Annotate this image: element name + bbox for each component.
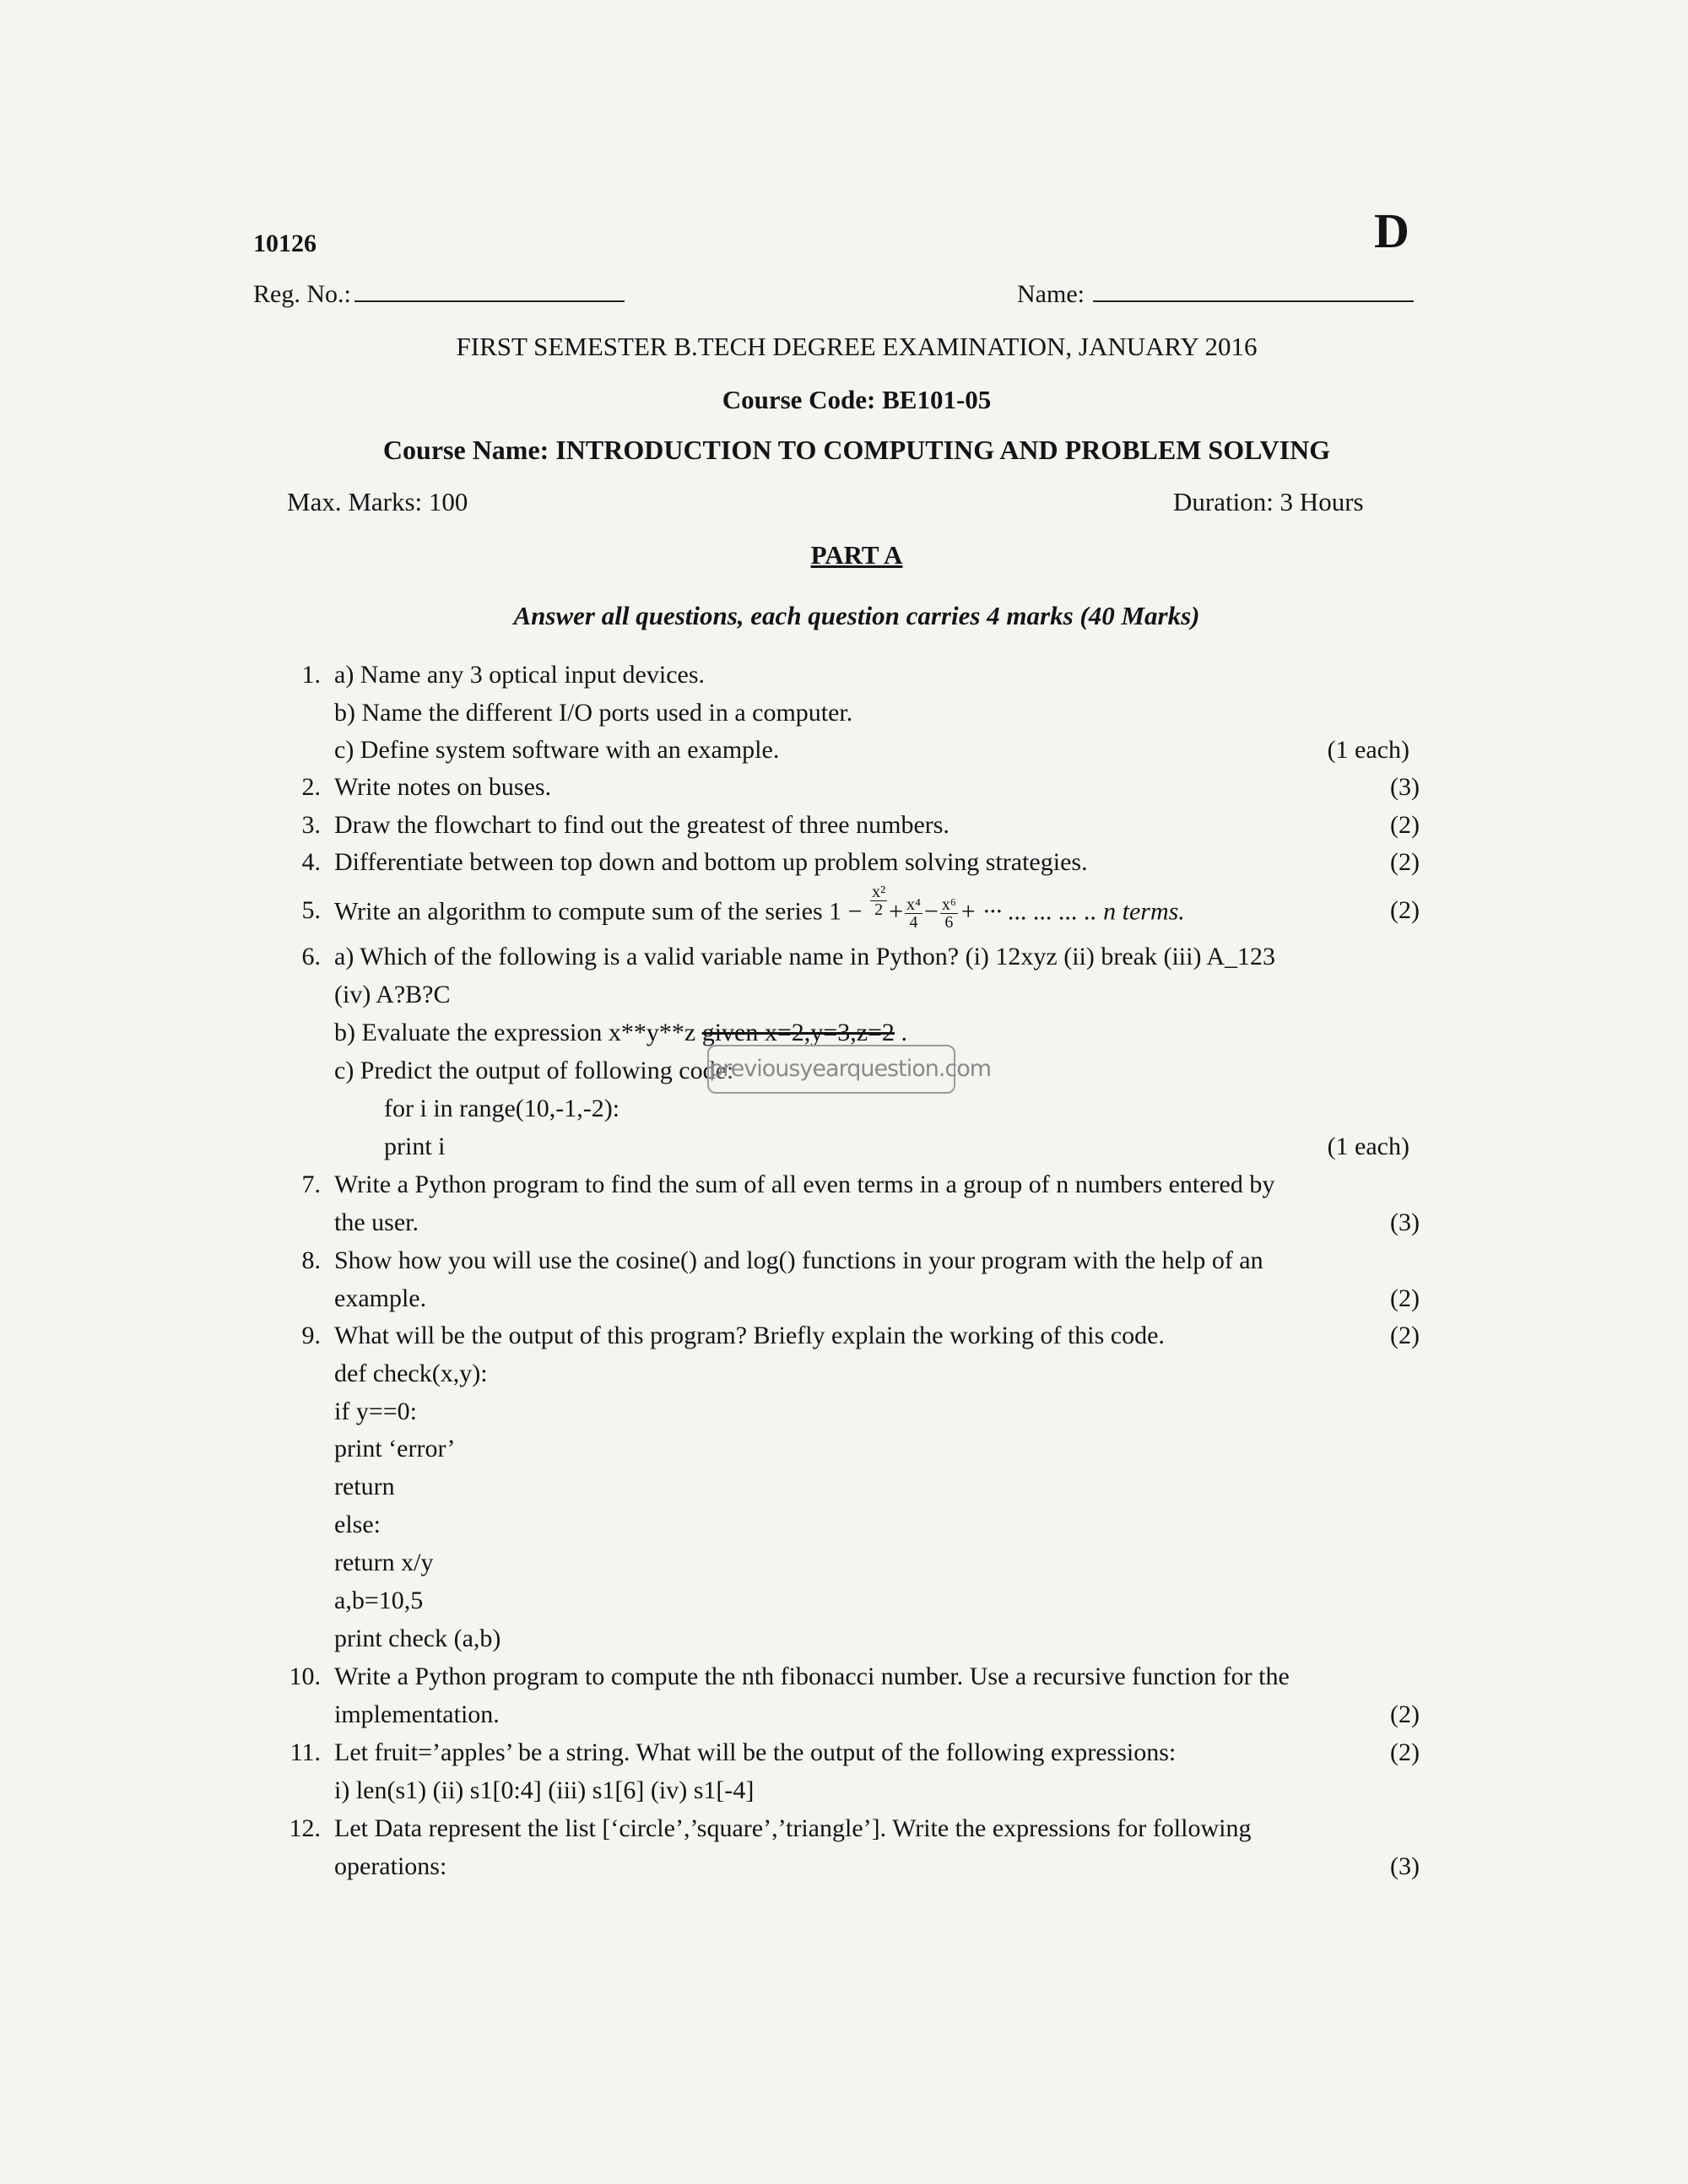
question-6-a-cont (0, 981, 1688, 1014)
question-number: 9. (301, 1322, 321, 1349)
question-7 (0, 1170, 1688, 1204)
max-marks: Max. Marks: 100 (287, 487, 468, 516)
question-9-code-line (0, 1435, 1688, 1468)
question-text: c) Predict the output of following code: (334, 1057, 734, 1084)
name-label: Name: (1017, 280, 1085, 308)
reg-no-label: Reg. No.: (253, 280, 351, 308)
question-11 (0, 1738, 1688, 1772)
reg-no-field (253, 280, 625, 309)
fraction-term-2: $\frac{\text{x⁴}}{4}$ (906, 895, 921, 932)
question-marks: (2) (1390, 896, 1420, 924)
question-text: operations: (334, 1852, 447, 1880)
name-field (1017, 280, 1414, 309)
question-1-b (0, 699, 1688, 733)
series-tail: + ··· ... ... ... .. n terms. (959, 897, 1185, 926)
question-number: 5. (301, 896, 321, 924)
fraction-term-3: $\frac{\text{x⁶}}{6}$ (941, 895, 956, 932)
question-text: What will be the output of this program? Briefly explain the working of this code. (334, 1322, 1165, 1349)
question-number: 12. (289, 1814, 321, 1842)
question-text: Let Data represent the list [‘circle’,’square’,’triangle’]. Write the expressions for following (334, 1814, 1252, 1842)
question-marks: (3) (1390, 1208, 1420, 1236)
question-number: 3. (301, 811, 321, 839)
question-12-cont (0, 1852, 1688, 1886)
question-9-code-line (0, 1473, 1688, 1506)
question-12 (0, 1814, 1688, 1848)
question-9 (0, 1322, 1688, 1355)
question-text: Write an algorithm to compute sum of the series 1 − $\frac{\text{x²}}{2}$ + $\frac{\text{x⁴}}{4}$ − $\frac{\text{x⁶}}{6}$ + ··· ... ... ... .. n terms. (334, 883, 1185, 932)
question-7-cont (0, 1208, 1688, 1242)
question-text: Differentiate between top down and bottom up problem solving strategies. (334, 848, 1088, 876)
course-name-label: Course Name: (382, 435, 549, 465)
code-line: for i in range(10,-1,-2): (384, 1095, 620, 1122)
question-10 (0, 1662, 1688, 1696)
question-10-cont (0, 1700, 1688, 1734)
part-title: PART A (810, 540, 903, 570)
question-9-code-line (0, 1549, 1688, 1582)
question-marks: (2) (1390, 1700, 1420, 1728)
code-line: print i (384, 1133, 446, 1160)
question-number: 10. (289, 1662, 321, 1690)
watermark-logo: previousyearquestion.com (707, 1045, 955, 1094)
question-marks: (2) (1390, 1322, 1420, 1349)
question-text: Write a Python program to find the sum of all even terms in a group of n numbers entered by (334, 1170, 1275, 1198)
question-marks: (2) (1390, 848, 1420, 876)
question-6-code-1 (0, 1095, 1688, 1128)
question-text: example. (334, 1284, 427, 1312)
question-marks: (2) (1390, 811, 1420, 839)
part-instruction: Answer all questions, each question carries 4 marks (40 Marks) (513, 601, 1200, 630)
question-marks: (3) (1390, 1852, 1420, 1880)
question-marks: (1 each) (1327, 1133, 1409, 1160)
question-8-cont (0, 1284, 1688, 1318)
question-text: Write notes on buses. (334, 773, 552, 801)
question-number: 1. (301, 661, 321, 689)
question-text: Draw the flowchart to find out the greatest of three numbers. (334, 811, 950, 839)
code-line: return (334, 1473, 395, 1500)
paper-code: 10126 (253, 230, 316, 257)
name-blank-line (1093, 284, 1414, 302)
question-1-c (0, 736, 1688, 770)
code-line: print ‘error’ (334, 1435, 456, 1462)
question-text: c) Define system software with an example. (334, 736, 780, 764)
question-9-code-line (0, 1511, 1688, 1544)
question-text: b) Evaluate the expression x**y**z given x=2,y=3,z=2 . (334, 1019, 907, 1046)
course-code: Course Code: BE101-05 (722, 385, 992, 414)
question-8 (0, 1246, 1688, 1280)
question-1-a (0, 661, 1688, 695)
question-9-code-line (0, 1587, 1688, 1620)
course-name (0, 435, 1688, 466)
question-9-code-line (0, 1624, 1688, 1658)
reg-no-blank-line (354, 284, 625, 302)
question-9-code-line (0, 1360, 1688, 1393)
question-text: implementation. (334, 1700, 500, 1728)
question-3 (0, 811, 1688, 845)
question-11-cont (0, 1776, 1688, 1810)
code-line: print check (a,b) (334, 1624, 501, 1652)
question-5 (0, 883, 1688, 932)
question-marks: (1 each) (1327, 736, 1409, 764)
question-text: the user. (334, 1208, 419, 1236)
question-text: Write a Python program to compute the nth fibonacci number. Use a recursive function for the (334, 1662, 1290, 1690)
question-text: i) len(s1) (ii) s1[0:4] (iii) s1[6] (iv) s1[-4] (334, 1776, 755, 1804)
question-text: a) Which of the following is a valid variable name in Python? (i) 12xyz (ii) break (iii) A_123 (334, 943, 1275, 970)
question-text: (iv) A?B?C (334, 981, 451, 1008)
question-number: 2. (301, 773, 321, 801)
question-text: a) Name any 3 optical input devices. (334, 661, 706, 689)
code-line: if y==0: (334, 1397, 417, 1425)
code-line: a,b=10,5 (334, 1587, 424, 1614)
code-line: else: (334, 1511, 381, 1538)
question-6-code-2 (0, 1133, 1688, 1166)
question-number: 8. (301, 1246, 321, 1274)
code-line: def check(x,y): (334, 1360, 488, 1387)
question-4 (0, 848, 1688, 882)
course-name-value: INTRODUCTION TO COMPUTING AND PROBLEM SOLVING (555, 435, 1331, 465)
series-intro: Write an algorithm to compute sum of the series 1 − (334, 897, 863, 926)
fraction-term-1: $\frac{\text{x²}}{2}$ (872, 883, 886, 919)
question-2 (0, 773, 1688, 807)
struck-text: given x=2,y=3,z=2 (701, 1019, 895, 1046)
question-marks: (3) (1390, 773, 1420, 801)
question-number: 6. (301, 943, 321, 970)
question-marks: (2) (1390, 1284, 1420, 1312)
exam-title: FIRST SEMESTER B.TECH DEGREE EXAMINATION, JANUARY 2016 (456, 332, 1258, 361)
question-text: Let fruit=’apples’ be a string. What will be the output of the following expressions: (334, 1738, 1177, 1766)
question-number: 7. (301, 1170, 321, 1198)
set-letter: D (1374, 203, 1409, 258)
question-text: b) Name the different I/O ports used in a computer. (334, 699, 853, 727)
question-marks: (2) (1390, 1738, 1420, 1766)
question-number: 11. (289, 1738, 321, 1766)
question-text: Show how you will use the cosine() and log() functions in your program with the help of an (334, 1246, 1263, 1274)
code-line: return x/y (334, 1549, 434, 1576)
duration: Duration: 3 Hours (1173, 487, 1364, 516)
question-9-code-line (0, 1397, 1688, 1431)
question-6-a (0, 943, 1688, 976)
question-number: 4. (301, 848, 321, 876)
